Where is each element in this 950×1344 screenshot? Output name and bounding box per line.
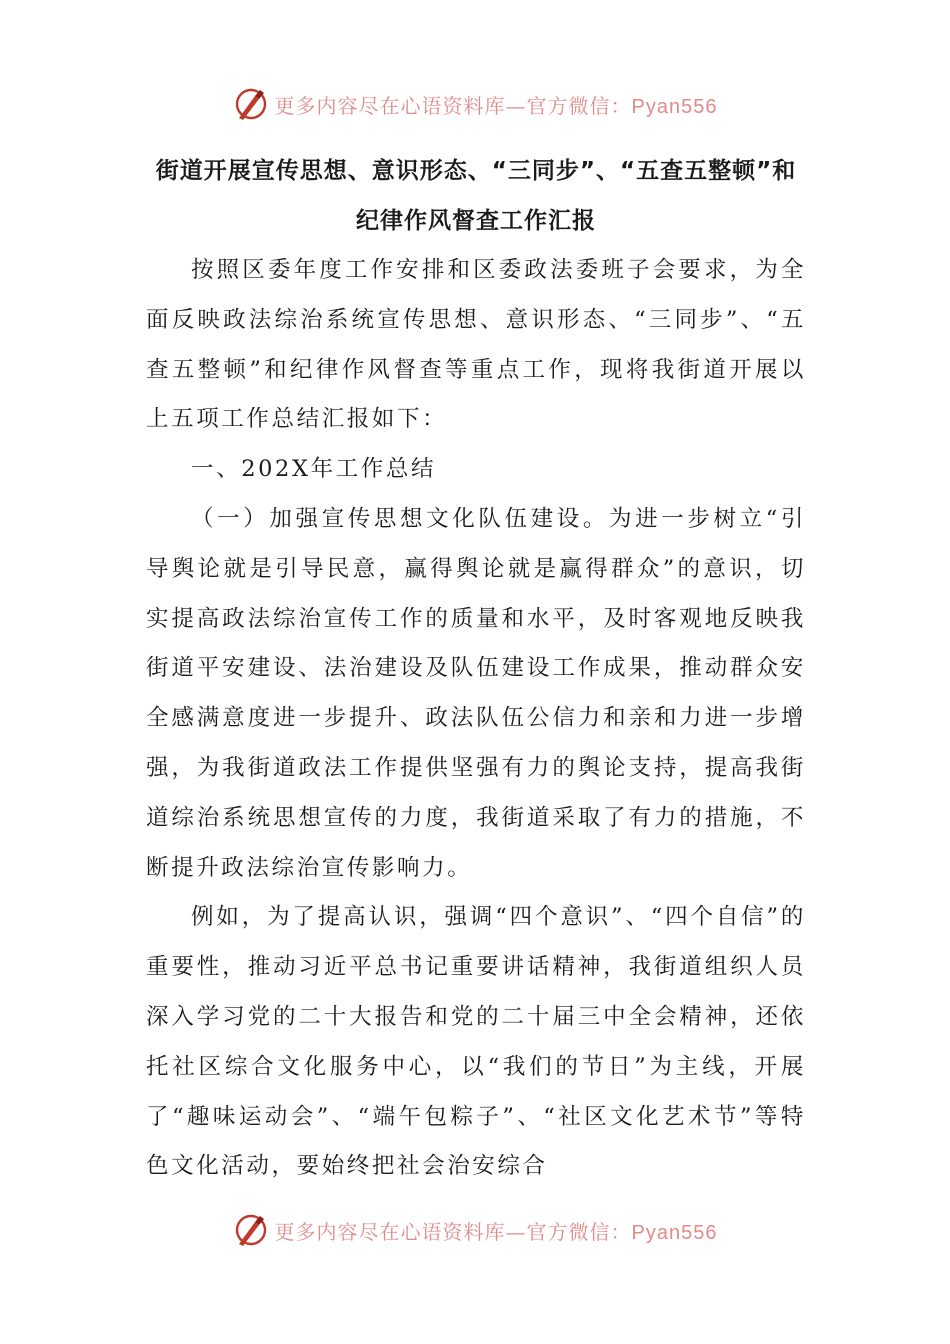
- paragraph-subsection-1: （一）加强宣传思想文化队伍建设。为进一步树立“引导舆论就是引导民意，赢得舆论就是赢得群众”的意识，切实提高政法综治宣传工作的质量和水平，及时客观地反映我街道平安建设、法治建设及队伍建设工作成果，推动群众安全感满意度进一步提升、政法队伍公信力和亲和力进一步增强，为我街道政法工作提供坚强有力的舆论支持，提高我街道综治系统思想宣传的力度，我街道采取了有力的措施，不断提升政法综治宣传影响力。: [146, 505, 806, 881]
- pen-circle-logo-icon: [233, 1212, 269, 1248]
- paragraph-example: 例如，为了提高认识，强调“四个意识”、“四个自信”的重要性，推动习近平总书记重要讲话精神，我街道组织人员深入学习党的二十大报告和党的二十届三中全会精神，还依托社区综合文化服务中心，以“我们的节日”为主线，开展了“趣味运动会”、“端午包粽子”、“社区文化艺术节”等特色文化活动，要始终把社会治安综合: [146, 904, 806, 1180]
- watermark-banner-top: [0, 82, 950, 126]
- watermark-handle: Pyan556: [631, 95, 718, 118]
- watermark-text: 更多内容尽在心语资料库—官方微信：Pyan556: [274, 1219, 718, 1244]
- pen-circle-logo-icon: [233, 86, 269, 122]
- watermark-handle: Pyan556: [631, 1221, 718, 1244]
- watermark-banner-bottom: [0, 1208, 950, 1252]
- document-title: 街道开展宣传思想、意识形态、“三同步”、“五查五整顿”和纪律作风督查工作汇报: [155, 158, 797, 234]
- paragraph-intro: 按照区委年度工作安排和区委政法委班子会要求，为全面反映政法综治系统宣传思想、意识形态、“三同步”、“五查五整顿”和纪律作风督查等重点工作，现将我街道开展以上五项工作总结汇报如下：: [146, 257, 806, 433]
- section-heading: 一、202X年工作总结: [191, 456, 437, 483]
- watermark-text: 更多内容尽在心语资料库—官方微信：Pyan556: [274, 93, 718, 118]
- document-body: [146, 246, 806, 1192]
